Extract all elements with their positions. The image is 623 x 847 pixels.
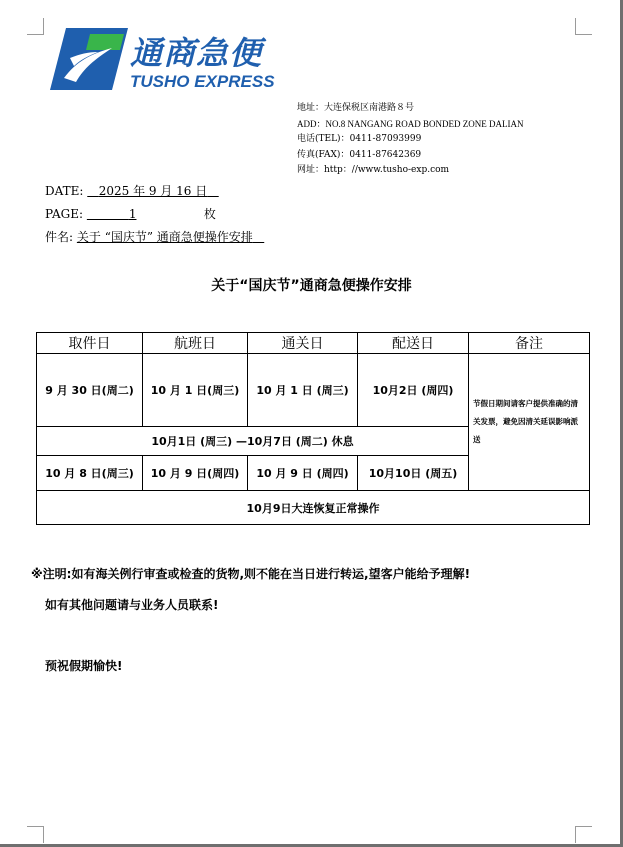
contact-fax: 传真(FAX)：0411-87642369 [297,149,422,160]
table-row-resume [37,491,590,525]
subject-line [45,228,264,245]
subject-value: 关于 “国庆节” 通商急便操作安排 [76,230,253,244]
document-title: 关于“国庆节”通商急便操作安排 [211,278,412,294]
row2-flight: 10 月 9 日(周四) [143,456,248,491]
date-value: 2025 年 9 月 16 日 [98,184,208,198]
table-row [37,354,590,427]
page-value: 1 [128,207,137,221]
date-line [45,182,219,199]
holiday-period: 10月1日 (周三) —10月7日 (周二) 休息 [37,427,469,456]
remarks-note: 节假日期间请客户提供准确的清关发票，避免因清关延误影响派送 [469,354,590,491]
header-clearance: 通关日 [248,333,358,354]
contact-address-en: ADD：NO.8 NANGANG ROAD BONDED ZONE DALIAN [297,118,524,129]
page-unit: 枚 [203,207,216,221]
row2-clearance: 10 月 9 日 (周四) [248,456,358,491]
table-header-row [37,333,590,354]
header-pickup: 取件日 [37,333,143,354]
row1-clearance: 10 月 1 日 (周三) [248,354,358,427]
crop-mark-top-left [27,18,44,35]
contact-block [297,101,523,179]
resume-operations: 10月9日大连恢复正常操作 [37,491,590,525]
logo-name-en: TUSHO EXPRESS [130,72,275,91]
row1-delivery: 10月2日 (周四) [358,354,469,427]
header-flight: 航班日 [143,333,248,354]
contact-notice: 如有其他问题请与业务人员联系! [45,598,219,612]
crop-mark-bottom-left [27,826,44,843]
page-value-field [87,207,204,221]
crop-mark-top-right [575,18,592,35]
row1-flight: 10 月 1 日(周三) [143,354,248,427]
date-label: DATE: [45,184,84,198]
page-line [45,205,216,222]
row1-pickup: 9 月 30 日(周二) [37,354,143,427]
holiday-wish: 预祝假期愉快! [45,659,123,673]
customs-notice: ※注明:如有海关例行审查或检查的货物,则不能在当日进行转运,望客户能给予理解! [31,567,471,581]
contact-tel: 电话(TEL)：0411-87093999 [297,134,422,144]
schedule-table [36,332,590,525]
logo-emblem-icon [50,28,128,90]
contact-web: 网址：http：//www.tusho-exp.com [297,165,450,175]
row2-delivery: 10月10日 (周五) [358,456,469,491]
header-delivery: 配送日 [358,333,469,354]
contact-address-cn: 地址：大连保税区南港路８号 [297,103,415,113]
logo-name-cn: 通商急便 [130,34,263,72]
subject-label: 件名: [45,230,74,244]
page-label: PAGE: [45,207,84,221]
crop-mark-bottom-right [575,826,592,843]
header-remarks: 备注 [469,333,590,354]
company-logo [50,28,275,92]
row2-pickup: 10 月 8 日(周三) [37,456,143,491]
